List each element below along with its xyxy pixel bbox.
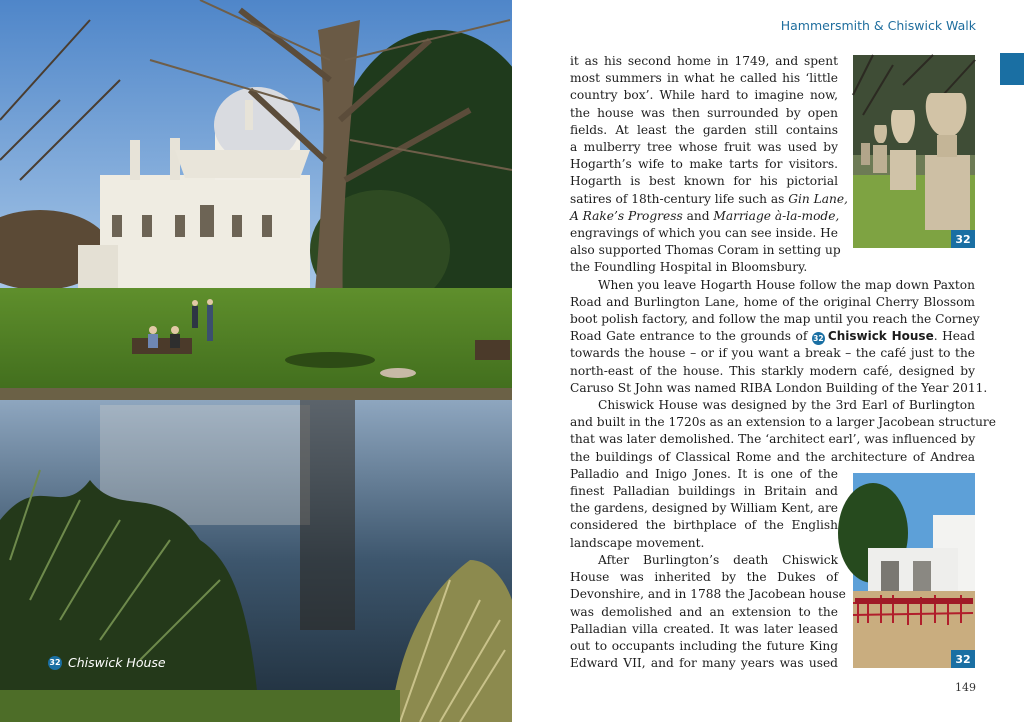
photo-caption <box>48 655 166 670</box>
text-line: Chiswick House was designed by the 3rd Earl of Burlington <box>598 398 975 413</box>
text-line: a mulberry tree whose fruit was used by <box>570 140 838 155</box>
photo-number-badge: 32 <box>951 650 975 668</box>
numbered-circle-icon: 32 <box>48 656 62 670</box>
photo-number-badge: 32 <box>951 230 975 248</box>
text-line: also supported Thomas Coram in setting up <box>570 243 841 258</box>
text-line: boot polish factory, and follow the map until you reach the Corney <box>570 312 980 327</box>
text-line: landscape movement. <box>570 535 705 550</box>
text-line <box>570 208 838 225</box>
numbered-circle-icon: 32 <box>812 332 825 345</box>
place-name: Chiswick House <box>827 329 934 344</box>
text-line: Edward VII, and for many years was used <box>570 656 838 671</box>
text-line: When you leave Hogarth House follow the map down Paxton <box>598 277 975 292</box>
italic-title: A Rake’s Progress <box>570 208 683 223</box>
body-text <box>570 53 996 672</box>
text-run: Road Gate entrance to the grounds of <box>570 329 812 344</box>
text-line: the house was then surrounded by open <box>570 105 838 120</box>
text-run: satires of 18th-century life such as <box>570 191 789 206</box>
caption-text: Chiswick House <box>68 655 166 670</box>
text-line: it as his second home in 1749, and spent <box>570 54 838 68</box>
text-line: country box’. While hard to imagine now, <box>570 88 838 103</box>
text-line: Devonshire, and in 1788 the Jacobean house <box>570 587 846 602</box>
right-page <box>512 0 1024 722</box>
italic-title: Marriage à-la-mode, <box>713 208 840 223</box>
text-line: was demolished and an extension to the <box>570 604 838 619</box>
text-line: House was inherited by the Dukes of <box>570 570 838 585</box>
text-line <box>570 328 975 345</box>
text-line: Palladio and Inigo Jones. It is one of the <box>570 466 838 481</box>
text-run: . Head <box>933 329 975 344</box>
text-line: towards the house – or if you want a break – the café just to the <box>570 346 975 361</box>
text-run: and <box>682 208 714 223</box>
text-line: north-east of the house. This starkly modern café, designed by <box>570 363 975 378</box>
text-line: After Burlington’s death Chiswick <box>598 552 838 567</box>
text-line: Hogarth is best known for his pictorial <box>570 174 838 189</box>
text-line: most summers in what he called his ‘little <box>570 71 838 86</box>
text-line: fields. At least the garden still contains <box>570 122 838 137</box>
chapter-thumb-tab <box>1000 53 1024 85</box>
text-line: Road and Burlington Lane, home of the original Cherry Blossom <box>570 294 975 309</box>
text-line: Palladian villa created. It was later leased <box>570 621 838 636</box>
text-line: the gardens, designed by William Kent, are <box>570 501 838 516</box>
running-head: Hammersmith & Chiswick Walk <box>780 18 976 33</box>
text-line: the buildings of Classical Rome and the architecture of Andrea <box>570 449 975 464</box>
text-line: and built in the 1720s as an extension to a larger Jacobean structure <box>570 415 996 430</box>
text-line <box>570 191 848 208</box>
page-number: 149 <box>955 681 976 694</box>
text-line: considered the birthplace of the English <box>570 518 838 533</box>
text-line: the Foundling Hospital in Bloomsbury. <box>570 260 808 275</box>
text-line: out to occupants including the future King <box>570 638 838 653</box>
text-line: finest Palladian buildings in Britain and <box>570 484 838 499</box>
text-line: Caruso St John was named RIBA London Building of the Year 2011. <box>570 380 988 395</box>
text-line: that was later demolished. The ‘architect earl’, was influenced by <box>570 432 976 447</box>
text-line: engravings of which you can see inside. He <box>570 226 838 241</box>
italic-title: Gin Lane, <box>788 191 848 206</box>
text-line: Hogarth’s wife to make tarts for visitors. <box>570 157 838 172</box>
